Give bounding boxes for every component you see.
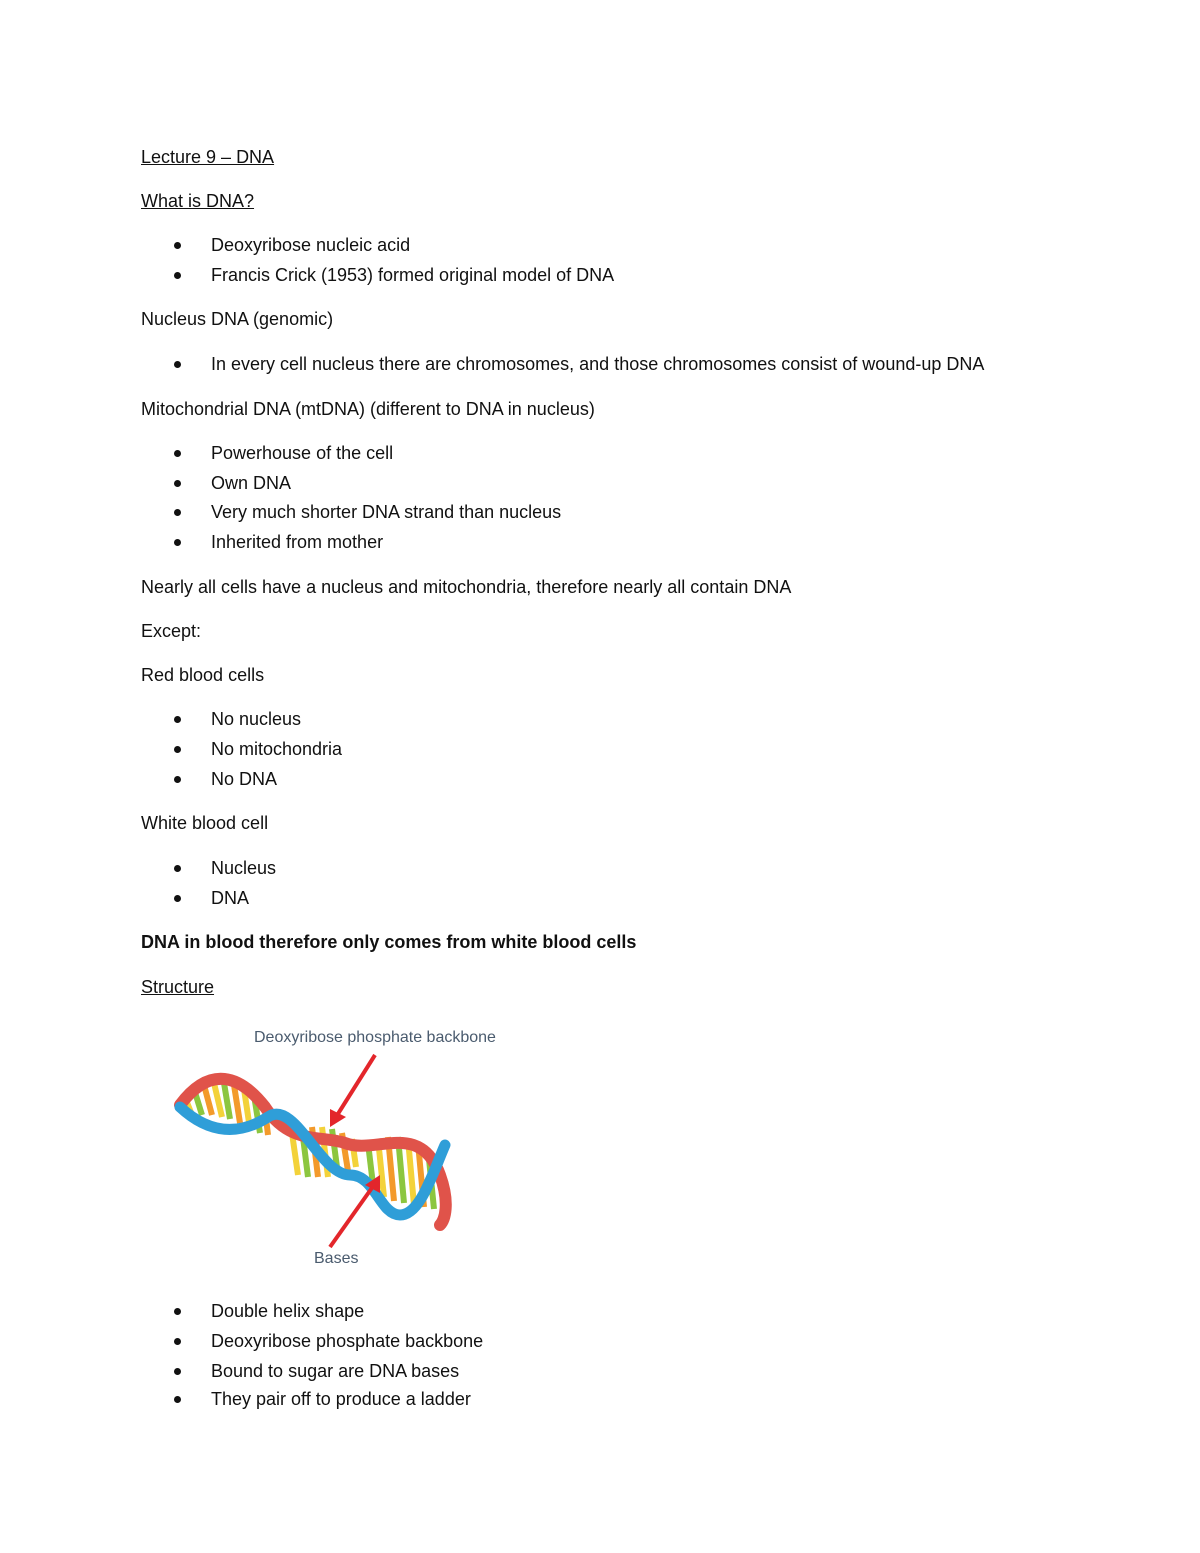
bullet-dot — [174, 865, 181, 872]
list-item: Powerhouse of the cell — [211, 443, 394, 463]
label-bases: Bases — [314, 1250, 359, 1267]
heading-red-blood-cells: Red blood cells — [141, 665, 265, 685]
arrow-backbone — [330, 1055, 375, 1127]
list-item: Deoxyribose phosphate backbone — [211, 1331, 484, 1351]
list-item: Bound to sugar are DNA bases — [211, 1361, 460, 1381]
bullet-dot — [174, 895, 181, 902]
bullet-dot — [174, 509, 181, 516]
arrow-bases — [330, 1175, 380, 1247]
page-title: Lecture 9 – DNA — [141, 147, 275, 167]
bullet-dot — [174, 480, 181, 487]
paragraph-nearly-all: Nearly all cells have a nucleus and mitochondria, therefore nearly all contain DNA — [141, 577, 792, 597]
list-item: In every cell nucleus there are chromosomes, and those chromosomes consist of wound-up DNA — [211, 354, 985, 374]
bullet-dot — [174, 776, 181, 783]
list-item: Inherited from mother — [211, 532, 384, 552]
list-item: Own DNA — [211, 473, 292, 493]
bullet-dot — [174, 361, 181, 368]
list-item: No nucleus — [211, 709, 302, 729]
list-item: No DNA — [211, 769, 278, 789]
bullet-dot — [174, 1368, 181, 1375]
list-item: Francis Crick (1953) formed original model of DNA — [211, 265, 615, 285]
paragraph-except: Except: — [141, 621, 202, 641]
label-backbone: Deoxyribose phosphate backbone — [254, 1029, 496, 1046]
bullet-dot — [174, 272, 181, 279]
conclusion-text: DNA in blood therefore only comes from white blood cells — [141, 932, 637, 952]
heading-structure: Structure — [141, 977, 215, 997]
heading-what-is-dna: What is DNA? — [141, 191, 255, 211]
list-item: Very much shorter DNA strand than nucleus — [211, 502, 562, 522]
list-item: Deoxyribose nucleic acid — [211, 235, 411, 255]
bullet-dot — [174, 1338, 181, 1345]
dna-helix-figure — [170, 1025, 510, 1275]
bullet-dot — [174, 242, 181, 249]
bullet-dot — [174, 450, 181, 457]
bullet-dot — [174, 1308, 181, 1315]
heading-mitochondrial-dna: Mitochondrial DNA (mtDNA) (different to DNA in nucleus) — [141, 399, 595, 419]
heading-nucleus-dna: Nucleus DNA (genomic) — [141, 309, 334, 329]
list-item: Double helix shape — [211, 1301, 365, 1321]
bullet-dot — [174, 746, 181, 753]
bullet-dot — [174, 716, 181, 723]
heading-white-blood-cell: White blood cell — [141, 813, 269, 833]
bullet-dot — [174, 1396, 181, 1403]
list-item: DNA — [211, 888, 250, 908]
bullet-dot — [174, 539, 181, 546]
dna-helix-drawing — [170, 1025, 510, 1275]
list-item: They pair off to produce a ladder — [211, 1389, 471, 1409]
list-item: Nucleus — [211, 858, 277, 878]
list-item: No mitochondria — [211, 739, 343, 759]
